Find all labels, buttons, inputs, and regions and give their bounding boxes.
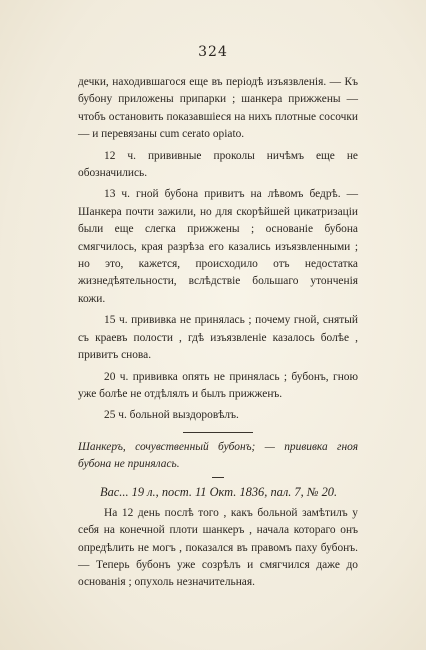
page-body xyxy=(78,74,358,596)
short-divider xyxy=(212,477,224,478)
page-number: 324 xyxy=(198,44,228,60)
section-title: Шанкеръ, сочувственный бубонъ; — прививка гноя бубона не принялась. xyxy=(78,440,358,470)
section-divider xyxy=(183,432,253,433)
paragraph: 25 ч. больной выздоровѣлъ. xyxy=(104,409,239,422)
top-paragraphs xyxy=(78,74,358,425)
paragraph: 15 ч. прививка не принялась ; почему гной, снятый съ краевъ полости , гдѣ изъязвленіе казалось болѣе , привитъ снова. xyxy=(78,314,358,362)
paragraph: 13 ч. гной бубона привитъ на лѣвомъ бедрѣ. — Шанкера почти зажили, но для скорѣйшей цикатризаціи были еще слегка прижжены ; основаніе бубона смягчилось, края разрѣза его казались изъязвленными ; но это, кажется, происходило отъ недостатка жизнедѣятельности, вслѣдствіе большаго утонченія кожи. xyxy=(78,188,358,305)
paragraph: дечки, находившагося еще въ періодѣ изъязвленія. — Къ бубону приложены припарки ; шанкера прижжены — чтобъ остановить показавшіеся на нихъ плотные сосочки — и перевязаны cum cerato opiato. xyxy=(78,76,358,141)
paragraph: 12 ч. прививные проколы ничѣмъ еще не обозначились. xyxy=(78,149,358,180)
case-header: Вас... 19 л., пост. 11 Окт. 1836, пал. 7, № 20. xyxy=(100,484,338,499)
paragraph: На 12 день послѣ того , какъ больной замѣтилъ у себя на конечной плоти шанкеръ , начала котораго онъ опредѣлить не могъ , показался въ правомъ паху бубонъ. — Теперь бубонъ уже созрѣлъ и смягчился даже до основанія ; опухоль незначительная. xyxy=(78,506,358,589)
bottom-paragraphs xyxy=(78,505,358,592)
paragraph: 20 ч. прививка опять не принялась ; бубонъ, гною уже болѣе не отдѣлялъ и былъ прижженъ. xyxy=(78,370,358,400)
